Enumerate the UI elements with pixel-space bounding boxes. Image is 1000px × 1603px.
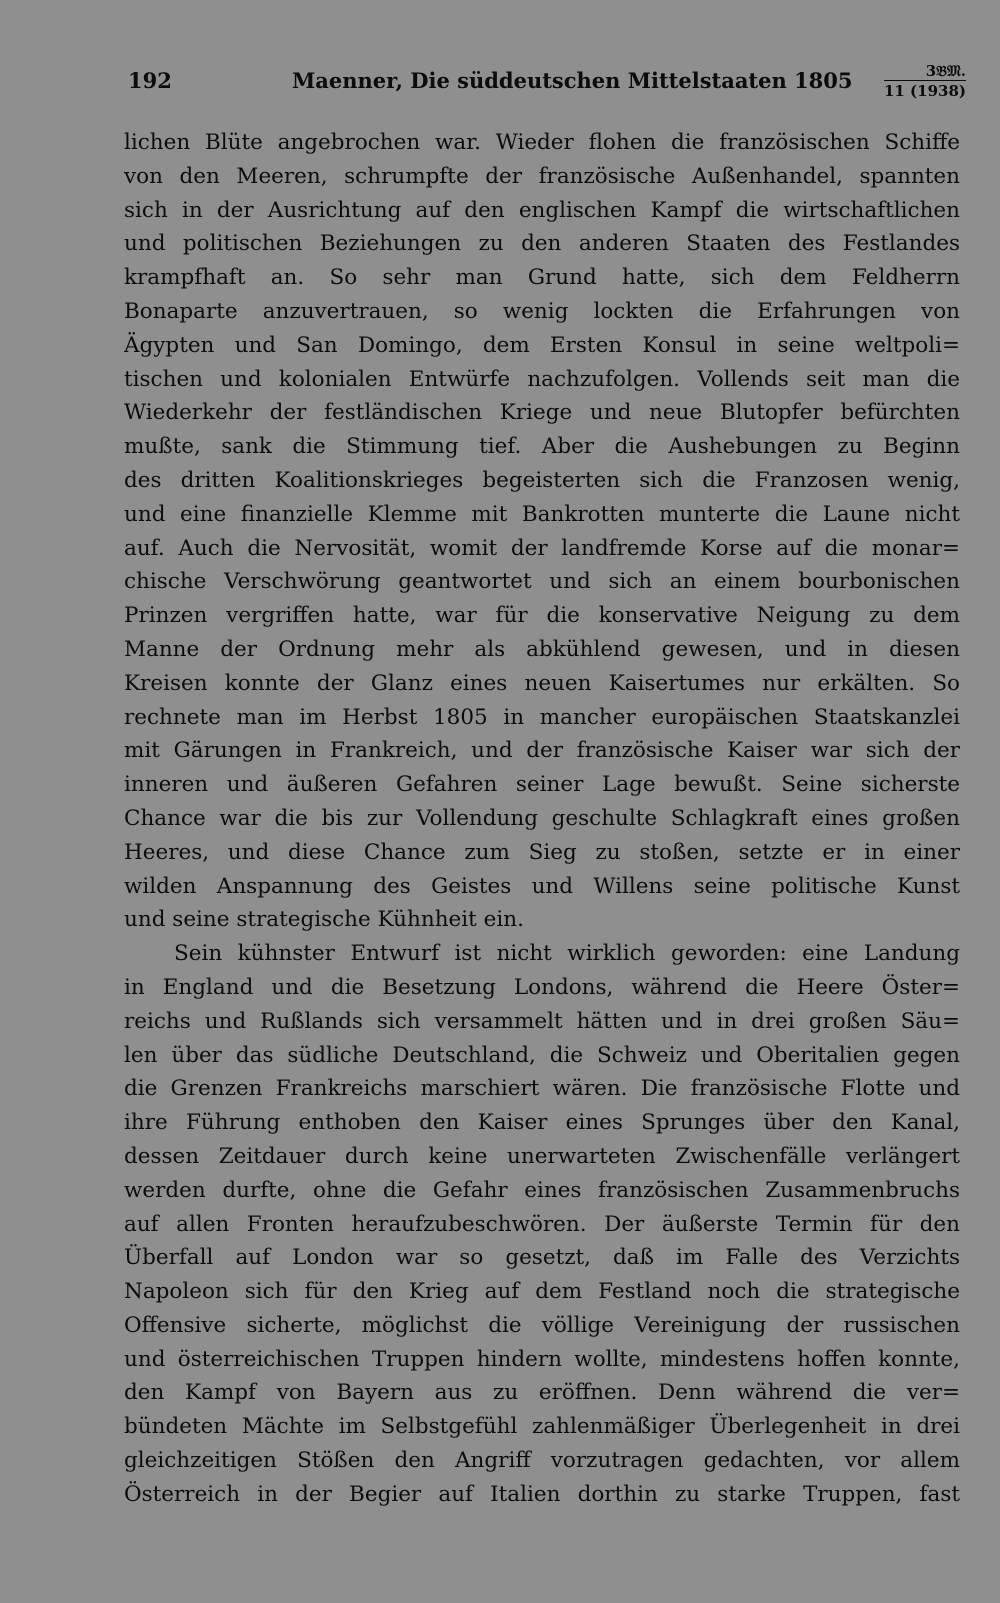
text-line: und politischen Beziehungen zu den anderen Staaten des Festlandes [124,231,960,257]
text-line: in England und die Besetzung Londons, während die Heere Öster= [124,974,960,1000]
text-line: Ägypten und San Domingo, dem Ersten Konsul in seine weltpoli= [124,332,960,358]
text-line: mußte, sank die Stimmung tief. Aber die Aushebungen zu Beginn [124,434,960,460]
text-line: Kreisen konnte der Glanz eines neuen Kaisertumes nur erkälten. So [124,670,960,696]
text-line: chische Verschwörung geantwortet und sich an einem bourbonischen [124,569,960,595]
text-line: Napoleon sich für den Krieg auf dem Festland noch die strategische [124,1279,960,1305]
text-line: len über das südliche Deutschland, die Schweiz und Oberitalien gegen [124,1042,960,1068]
text-line: des dritten Koalitionskrieges begeisterten sich die Franzosen wenig, [124,467,960,493]
text-line: Manne der Ordnung mehr als abkühlend gewesen, und in diesen [124,636,960,662]
text-line: wilden Anspannung des Geistes und Willens seine politische Kunst [124,873,960,899]
text-line: die Grenzen Frankreichs marschiert wären. Die französische Flotte und [124,1076,960,1102]
text-line: Offensive sicherte, möglichst die völlige Vereinigung der russischen [124,1312,960,1338]
text-line: und eine finanzielle Klemme mit Bankrotten munterte die Laune nicht [124,501,960,527]
paragraph [124,126,960,937]
text-line: mit Gärungen in Frankreich, und der französische Kaiser war sich der [124,738,960,764]
text-line: Österreich in der Begier auf Italien dorthin zu starke Truppen, fast [124,1481,960,1507]
text-line: auf. Auch die Nervosität, womit der landfremde Korse auf die monar= [124,535,960,561]
text-line: Bonaparte anzuvertrauen, so wenig lockten die Erfahrungen von [124,298,960,324]
journal-reference [884,62,966,100]
text-line: inneren und äußeren Gefahren seiner Lage bewußt. Seine sicherste [124,772,960,798]
text-line: von den Meeren, schrumpfte der französische Außenhandel, spannten [124,163,960,189]
text-line: krampfhaft an. So sehr man Grund hatte, sich dem Feldherrn [124,265,960,291]
journal-volume: 3𝔅𝔐. [925,62,966,80]
text-line: den Kampf von Bayern aus zu eröffnen. Denn während die ver= [124,1380,960,1406]
text-line: rechnete man im Herbst 1805 in mancher europäischen Staatskanzlei [124,704,960,730]
text-line: ihre Führung enthoben den Kaiser eines Sprunges über den Kanal, [124,1110,960,1136]
text-line: Prinzen vergriffen hatte, war für die konservative Neigung zu dem [124,603,960,629]
text-line: dessen Zeitdauer durch keine unerwarteten Zwischenfälle verlängert [124,1143,960,1169]
text-line: gleichzeitigen Stößen den Angriff vorzutragen gedachten, vor allem [124,1448,960,1474]
text-line: Chance war die bis zur Vollendung geschulte Schlagkraft eines großen [124,805,960,831]
text-line: lichen Blüte angebrochen war. Wieder flohen die französischen Schiffe [124,130,960,155]
text-line: Sein kühnster Entwurf ist nicht wirklich geworden: eine Landung [174,941,960,967]
text-line: und seine strategische Kühnheit ein. [124,907,524,933]
text-line: Wiederkehr der festländischen Kriege und neue Blutopfer befürchten [124,400,960,426]
text-line: reichs und Rußlands sich versammelt hätten und in drei großen Säu= [124,1008,960,1034]
page-number: 192 [128,68,172,93]
text-line: tischen und kolonialen Entwürfe nachzufolgen. Vollends seit man die [124,366,960,392]
text-line: Überfall auf London war so gesetzt, daß im Falle des Verzichts [124,1245,960,1271]
text-line: und österreichischen Truppen hindern wollte, mindestens hoffen konnte, [124,1346,960,1372]
text-line: sich in der Ausrichtung auf den englischen Kampf die wirtschaftlichen [124,197,960,223]
text-line: auf allen Fronten heraufzubeschwören. Der äußerste Termin für den [124,1211,960,1237]
running-head [124,62,966,110]
text-line: Heeres, und diese Chance zum Sieg zu stoßen, setzte er in einer [124,839,960,865]
paragraph [124,937,960,1512]
journal-issue: 11 (1938) [883,82,966,100]
running-title: Maenner, Die süddeutschen Mittelstaaten 1805 [292,68,853,93]
text-line: werden durfte, ohne die Gefahr eines französischen Zusammenbruchs [124,1177,960,1203]
text-line: bündeten Mächte im Selbstgefühl zahlenmäßiger Überlegenheit in drei [124,1414,960,1440]
body-text [124,126,960,1512]
